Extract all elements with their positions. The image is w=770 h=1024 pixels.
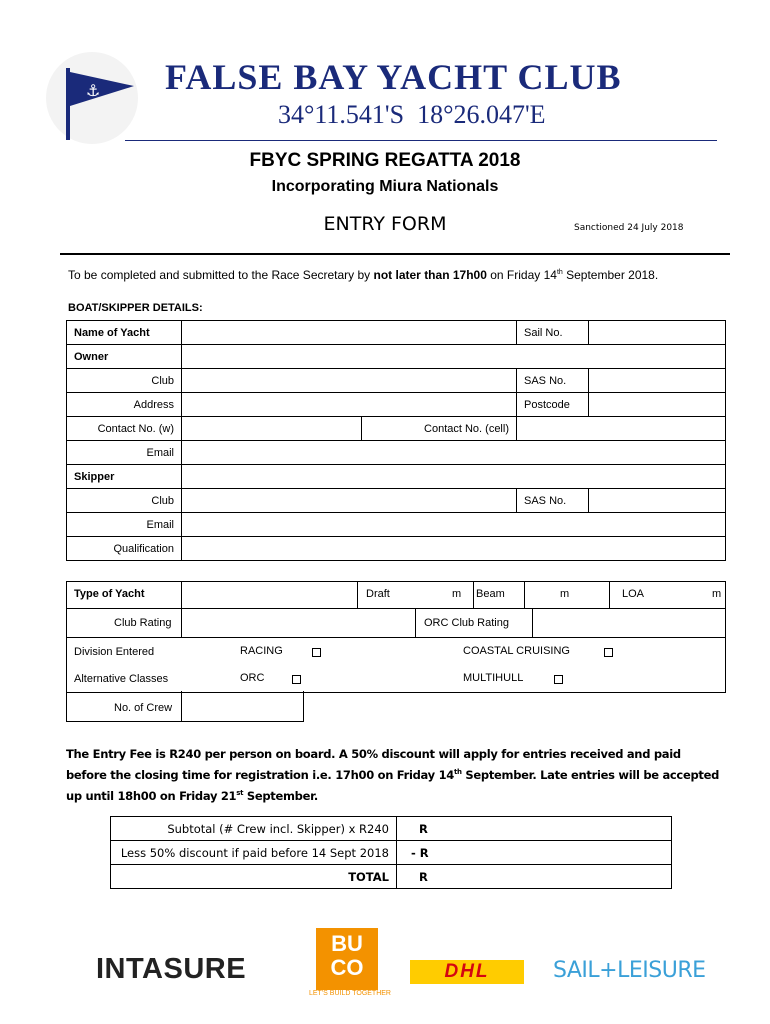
orc-checkbox[interactable] xyxy=(292,675,301,684)
dhl-logo-text: DHL xyxy=(444,961,490,982)
boat-skipper-heading: BOAT/SKIPPER DETAILS: xyxy=(68,302,203,314)
contact-cell-label: Contact No. (cell) xyxy=(362,417,517,441)
table-row xyxy=(67,321,726,345)
instructions-sup: th xyxy=(556,269,563,276)
svg-text:⚓: ⚓ xyxy=(86,81,101,100)
contact-cell-field[interactable] xyxy=(517,417,726,441)
skipper-club-field[interactable] xyxy=(182,489,517,513)
owner-email-label: Email xyxy=(67,441,182,465)
club-coordinates: 34°11.541'S 18°26.047'E xyxy=(278,100,546,129)
table-row xyxy=(67,441,726,465)
divider xyxy=(524,581,525,608)
division-entered-label: Division Entered xyxy=(74,646,155,658)
divider xyxy=(357,581,358,608)
racing-checkbox[interactable] xyxy=(312,648,321,657)
event-subtitle: Incorporating Miura Nationals xyxy=(271,178,499,195)
fee-line-1: The Entry Fee is R240 per person on board. A 50% discount will apply for entries received and paid xyxy=(66,747,681,761)
multihull-checkbox[interactable] xyxy=(554,675,563,684)
type-of-yacht-field[interactable] xyxy=(182,582,356,607)
orc-club-rating-field[interactable] xyxy=(533,609,723,636)
header-rule xyxy=(125,140,717,141)
skipper-email-field[interactable] xyxy=(182,513,726,537)
name-of-yacht-field[interactable] xyxy=(182,321,517,345)
table-row xyxy=(67,369,726,393)
sanctioned-date: Sanctioned 24 July 2018 xyxy=(574,223,684,233)
fee-line-2a: before the closing time for registration i.e. 17h00 on Friday 14 xyxy=(66,767,454,782)
intasure-logo: INTASURE xyxy=(96,953,247,985)
event-title: FBYC SPRING REGATTA 2018 xyxy=(249,150,521,171)
draft-label: Draft xyxy=(366,588,390,600)
name-of-yacht-label: Name of Yacht xyxy=(67,321,182,345)
fee-line-3a: up until 18h00 on Friday 21 xyxy=(66,788,237,803)
club-burgee-logo xyxy=(44,50,140,146)
form-title: ENTRY FORM xyxy=(323,213,447,235)
skipper-sas-no-label: SAS No. xyxy=(517,489,589,513)
owner-club-field[interactable] xyxy=(182,369,517,393)
table-row xyxy=(111,841,672,865)
instructions-deadline: not later than 17h00 xyxy=(373,268,487,282)
totals-table xyxy=(110,816,672,889)
boat-skipper-table xyxy=(66,320,726,561)
beam-unit: m xyxy=(560,588,570,600)
table-row xyxy=(67,513,726,537)
skipper-field[interactable] xyxy=(182,465,726,489)
no-of-crew-label: No. of Crew xyxy=(114,702,173,714)
sail-no-label: Sail No. xyxy=(517,321,589,345)
multihull-label: MULTIHULL xyxy=(463,672,524,684)
fee-line-3 xyxy=(66,784,719,805)
owner-email-field[interactable] xyxy=(182,441,726,465)
instructions xyxy=(68,268,658,282)
divider xyxy=(415,608,416,637)
table-row xyxy=(67,393,726,417)
buco-logo-bottom: CO xyxy=(330,955,364,980)
skipper-sas-no-field[interactable] xyxy=(589,489,726,513)
divider xyxy=(473,581,474,608)
instructions-prefix: To be completed and submitted to the Race Secretary by xyxy=(68,268,374,282)
contact-w-label: Contact No. (w) xyxy=(67,417,182,441)
skipper-label: Skipper xyxy=(67,465,182,489)
total-label: TOTAL xyxy=(111,865,397,889)
divider xyxy=(609,581,610,608)
qualification-label: Qualification xyxy=(67,537,182,561)
discount-label: Less 50% discount if paid before 14 Sept 2018 xyxy=(111,841,397,865)
buco-tagline: LET'S BUILD TOGETHER xyxy=(309,990,391,997)
qualification-field[interactable] xyxy=(182,537,726,561)
address-field[interactable] xyxy=(182,393,517,417)
no-of-crew-field[interactable] xyxy=(182,692,302,721)
table-row xyxy=(67,465,726,489)
fee-line-3-sup: st xyxy=(236,788,244,797)
table-row xyxy=(67,537,726,561)
table-row xyxy=(67,345,726,369)
buco-logo xyxy=(316,928,378,990)
yacht-type-section xyxy=(66,581,726,722)
coastal-cruising-checkbox[interactable] xyxy=(604,648,613,657)
owner-label: Owner xyxy=(67,345,182,369)
fee-line-2 xyxy=(66,763,719,784)
subtotal-label: Subtotal (# Crew incl. Skipper) x R240 xyxy=(111,817,397,841)
owner-sas-no-label: SAS No. xyxy=(517,369,589,393)
divider xyxy=(66,637,726,638)
table-row xyxy=(111,817,672,841)
type-of-yacht-label: Type of Yacht xyxy=(74,588,145,600)
table-row xyxy=(111,865,672,889)
sail-no-field[interactable] xyxy=(589,321,726,345)
orc-label: ORC xyxy=(240,672,265,684)
contact-w-field[interactable] xyxy=(182,417,362,441)
club-rating-field[interactable] xyxy=(182,609,414,636)
loa-unit: m xyxy=(712,588,722,600)
instructions-middle: on Friday 14 xyxy=(486,268,557,282)
postcode-field[interactable] xyxy=(589,393,726,417)
orc-club-rating-label: ORC Club Rating xyxy=(424,617,509,629)
postcode-label: Postcode xyxy=(517,393,589,417)
total-value[interactable]: R xyxy=(397,865,672,889)
loa-label: LOA xyxy=(622,588,645,600)
club-rating-label: Club Rating xyxy=(114,617,172,629)
title-rule xyxy=(60,253,730,255)
address-label: Address xyxy=(67,393,182,417)
sail-leisure-logo: SAIL+LEISURE xyxy=(553,958,706,983)
draft-unit: m xyxy=(452,588,462,600)
fee-line-3b: September. xyxy=(243,788,318,803)
club-name: FALSE BAY YACHT CLUB xyxy=(165,57,622,97)
dhl-logo xyxy=(410,960,524,984)
discount-value[interactable]: - R xyxy=(397,841,672,865)
table-row xyxy=(67,417,726,441)
table-row xyxy=(67,489,726,513)
alternative-classes-label: Alternative Classes xyxy=(74,673,169,685)
skipper-club-label: Club xyxy=(67,489,182,513)
entry-fee-paragraph xyxy=(66,745,719,805)
buco-logo-top: BU xyxy=(331,931,363,956)
racing-label: RACING xyxy=(240,645,283,657)
subtotal-value[interactable]: R xyxy=(397,817,672,841)
skipper-email-label: Email xyxy=(67,513,182,537)
beam-label: Beam xyxy=(476,588,505,600)
coastal-cruising-label: COASTAL CRUISING xyxy=(463,645,570,657)
owner-sas-no-field[interactable] xyxy=(589,369,726,393)
owner-club-label: Club xyxy=(67,369,182,393)
instructions-suffix: September 2018. xyxy=(562,268,659,282)
fee-line-2-sup: th xyxy=(453,768,462,776)
fee-line-2b: September. Late entries will be accepted xyxy=(461,767,720,782)
owner-field[interactable] xyxy=(182,345,726,369)
